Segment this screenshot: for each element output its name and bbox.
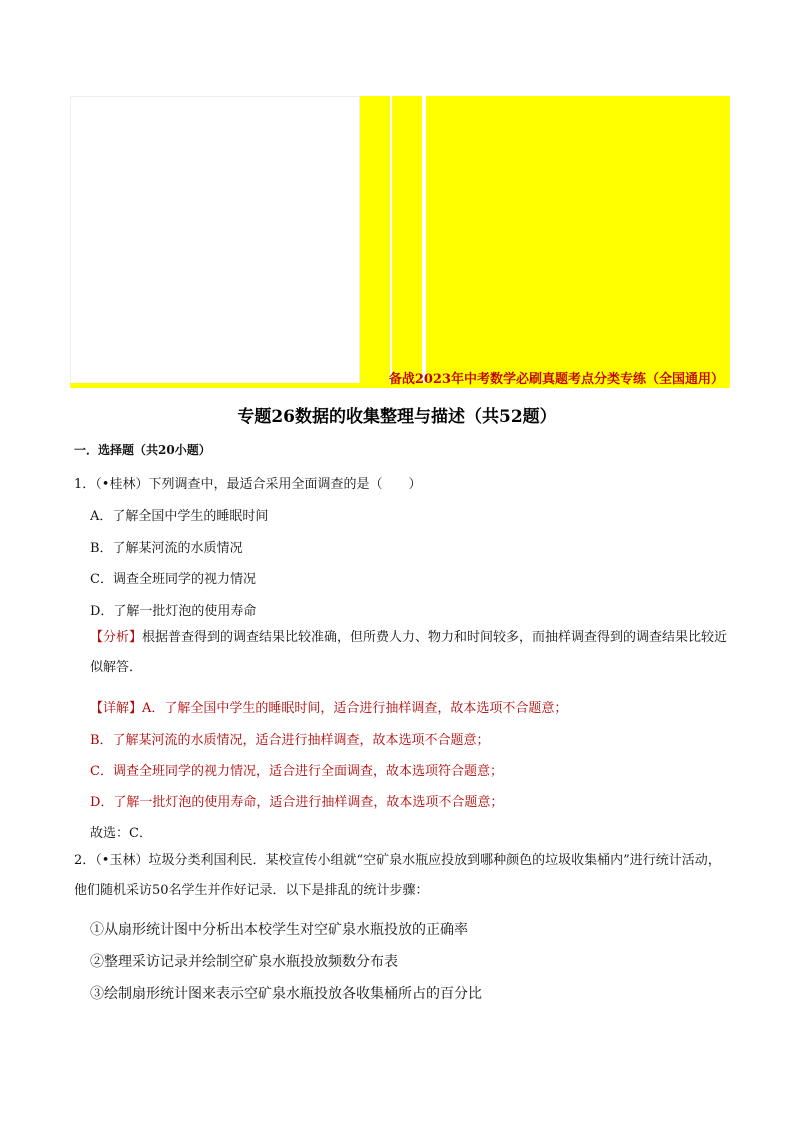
detail-text: A．了解全国中学生的睡眠时间，适合进行抽样调查，故本选项不合题意； — [142, 701, 568, 716]
question-1-option-a: A．了解全国中学生的睡眠时间 — [90, 509, 269, 524]
series-title: 备战2023年中考数学必刷真题考点分类专练（全国通用） — [388, 372, 724, 387]
question-1-option-c: C．调查全班同学的视力情况 — [90, 572, 256, 587]
banner-yellow-bar — [392, 96, 422, 388]
question-1-answer: 故选：C． — [90, 826, 152, 841]
question-2-step-1: ①从扇形统计图中分析出本校学生对空矿泉水瓶投放的正确率 — [90, 922, 468, 938]
page-title: 专题26数据的收集整理与描述（共52题） — [237, 407, 557, 427]
question-2-stem: 2．（•玉林）垃圾分类利国利民．某校宣传小组就“空矿泉水瓶应投放到哪种颜色的垃圾收集桶内”进行统计活动，他们随机采访50名学生并作好记录．以下是排乱的统计步骤： — [74, 853, 721, 898]
section-title: 一．选择题（共20小题） — [74, 443, 211, 457]
question-1-option-b: B．了解某河流的水质情况 — [90, 541, 243, 556]
banner-yellow-bar — [360, 96, 390, 388]
analysis-tag: 【分析】 — [90, 630, 143, 645]
header-banner — [70, 96, 730, 388]
analysis-text: 根据普查得到的调查结果比较准确，但所费人力、物力和时间较多，而抽样调查得到的调查结果比较近似解答． — [90, 630, 728, 675]
question-2-step-3: ③绘制扇形统计图来表示空矿泉水瓶投放各收集桶所占的百分比 — [90, 986, 482, 1002]
question-1-option-d: D．了解一批灯泡的使用寿命 — [90, 604, 257, 619]
question-1-analysis — [90, 623, 730, 683]
question-1-detail-line-b: B．了解某河流的水质情况，适合进行抽样调查，故本选项不合题意； — [90, 733, 490, 748]
banner-yellow-panel — [426, 96, 730, 388]
question-2-step-2: ②整理采访记录并绘制空矿泉水瓶投放频数分布表 — [90, 954, 398, 970]
question-1-detail-line-a — [90, 697, 567, 716]
detail-tag: 【详解】 — [90, 701, 143, 716]
question-1-stem: 1．（•桂林）下列调查中，最适合采用全面调查的是（ ） — [74, 477, 422, 492]
question-1-detail-line-c: C．调查全班同学的视力情况，适合进行全面调查，故本选项符合题意； — [90, 764, 503, 779]
banner-white-panel — [70, 96, 360, 388]
question-1-detail-line-d: D．了解一批灯泡的使用寿命，适合进行抽样调查，故本选项不合题意； — [90, 795, 504, 810]
